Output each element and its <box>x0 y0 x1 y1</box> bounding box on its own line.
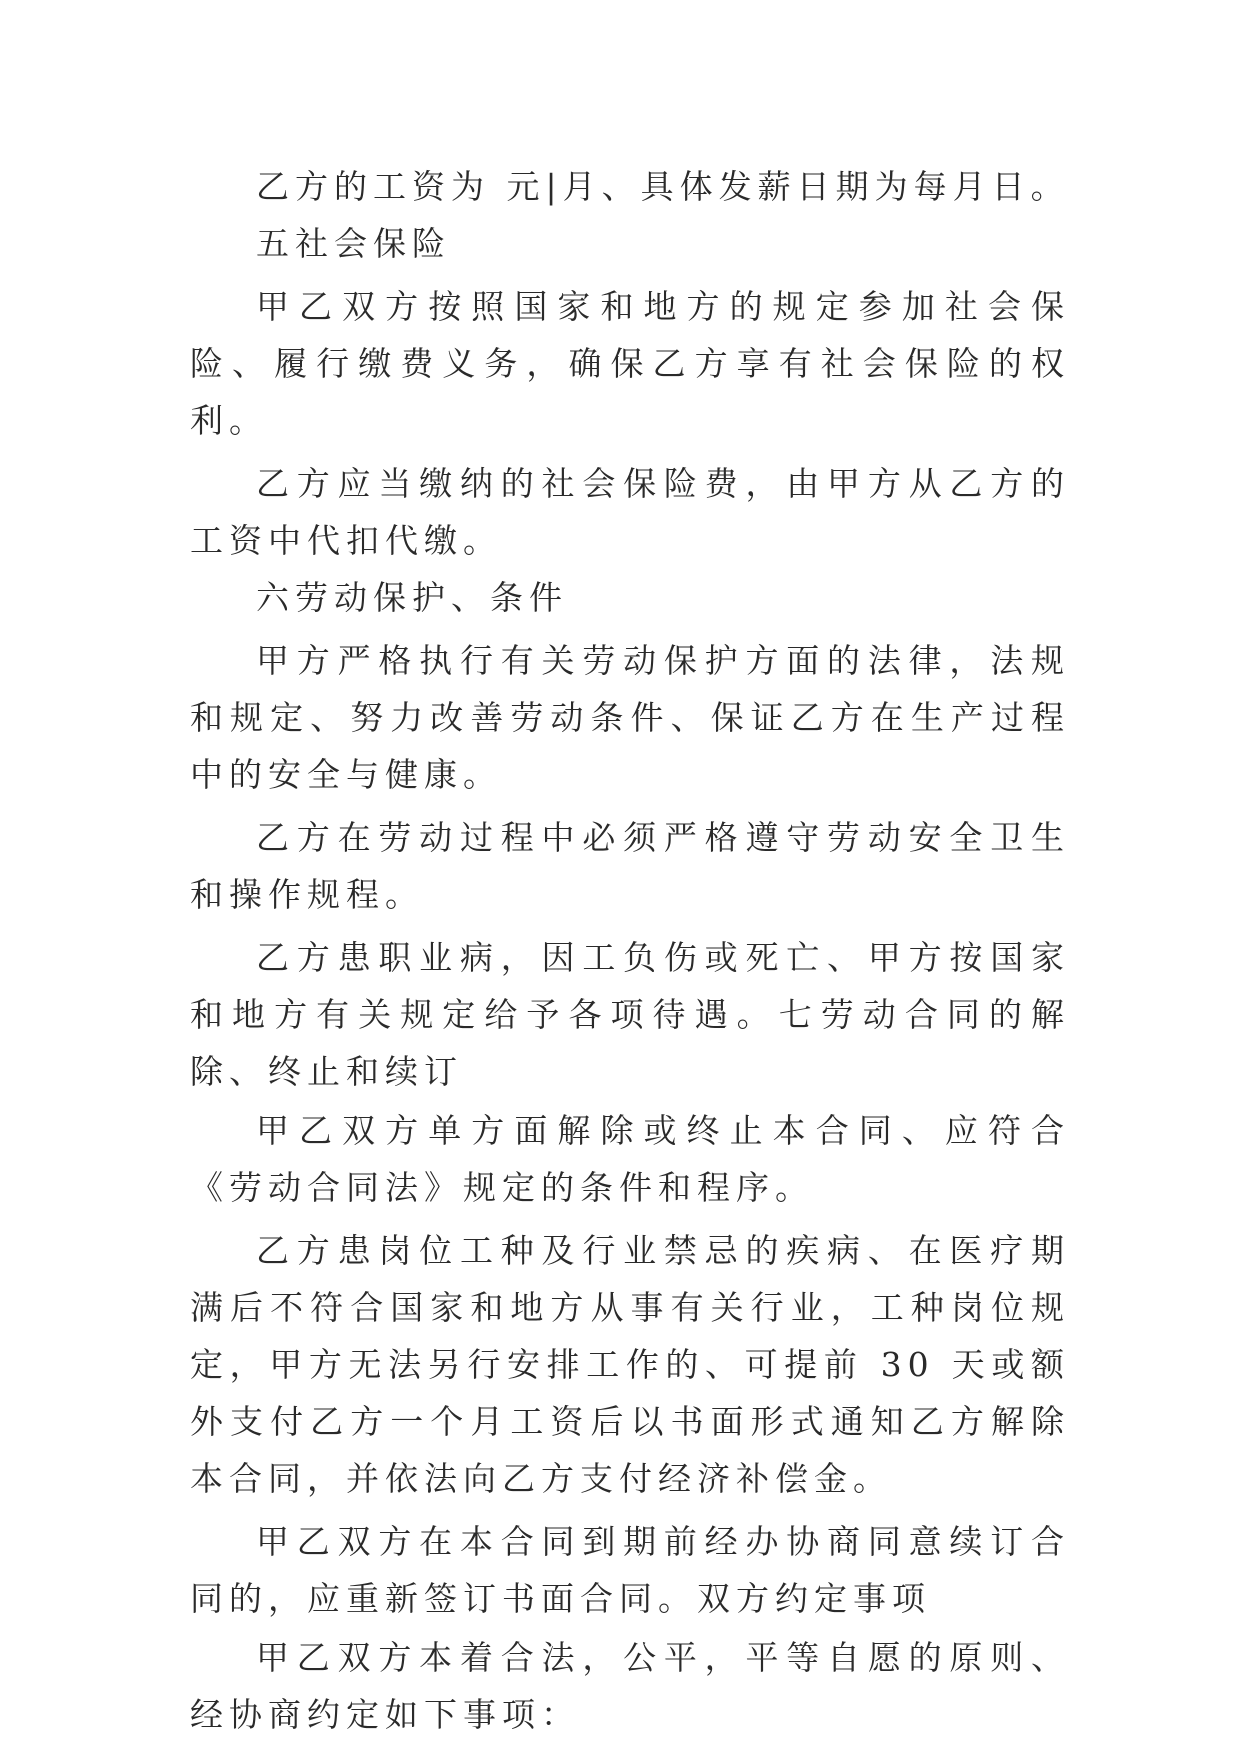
section-heading-social-insurance: 五社会保险 <box>256 224 451 263</box>
paragraph-insurance-withholding: 乙方应当缴纳的社会保险费，由甲方从乙方的工资中代扣代缴。 <box>190 464 1070 560</box>
paragraph-salary: 乙方的工资为 元|月、具体发薪日期为每月日。 <box>256 167 1070 206</box>
document-body <box>190 158 1070 1743</box>
paragraph-employer-protection: 甲方严格执行有关劳动保护方面的法律，法规和规定、努力改善劳动条件、保证乙方在生产过程中的安全与健康。 <box>190 641 1070 794</box>
paragraph-agreed-items: 甲乙双方本着合法，公平，平等自愿的原则、经协商约定如下事项： <box>190 1638 1070 1734</box>
paragraph-renewal: 甲乙双方在本合同到期前经办协商同意续订合同的，应重新签订书面合同。双方约定事项 <box>190 1522 1070 1618</box>
paragraph-occupational-disease: 乙方患职业病，因工负伤或死亡、甲方按国家和地方有关规定给予各项待遇。七劳动合同的解除、终止和续订 <box>190 938 1070 1091</box>
paragraph-insurance-obligation: 甲乙双方按照国家和地方的规定参加社会保险、履行缴费义务，确保乙方享有社会保险的权利。 <box>190 287 1070 440</box>
paragraph-employee-safety: 乙方在劳动过程中必须严格遵守劳动安全卫生和操作规程。 <box>190 818 1070 914</box>
paragraph-termination-rules: 甲乙双方单方面解除或终止本合同、应符合《劳动合同法》规定的条件和程序。 <box>190 1111 1070 1207</box>
section-heading-labor-protection: 六劳动保护、条件 <box>256 578 568 617</box>
paragraph-termination-illness: 乙方患岗位工种及行业禁忌的疾病、在医疗期满后不符合国家和地方从事有关行业，工种岗位规定，甲方无法另行安排工作的、可提前 30 天或额外支付乙方一个月工资后以书面形式通知乙方解除本合同，并依法向乙方支付经济补偿金。 <box>190 1231 1070 1498</box>
